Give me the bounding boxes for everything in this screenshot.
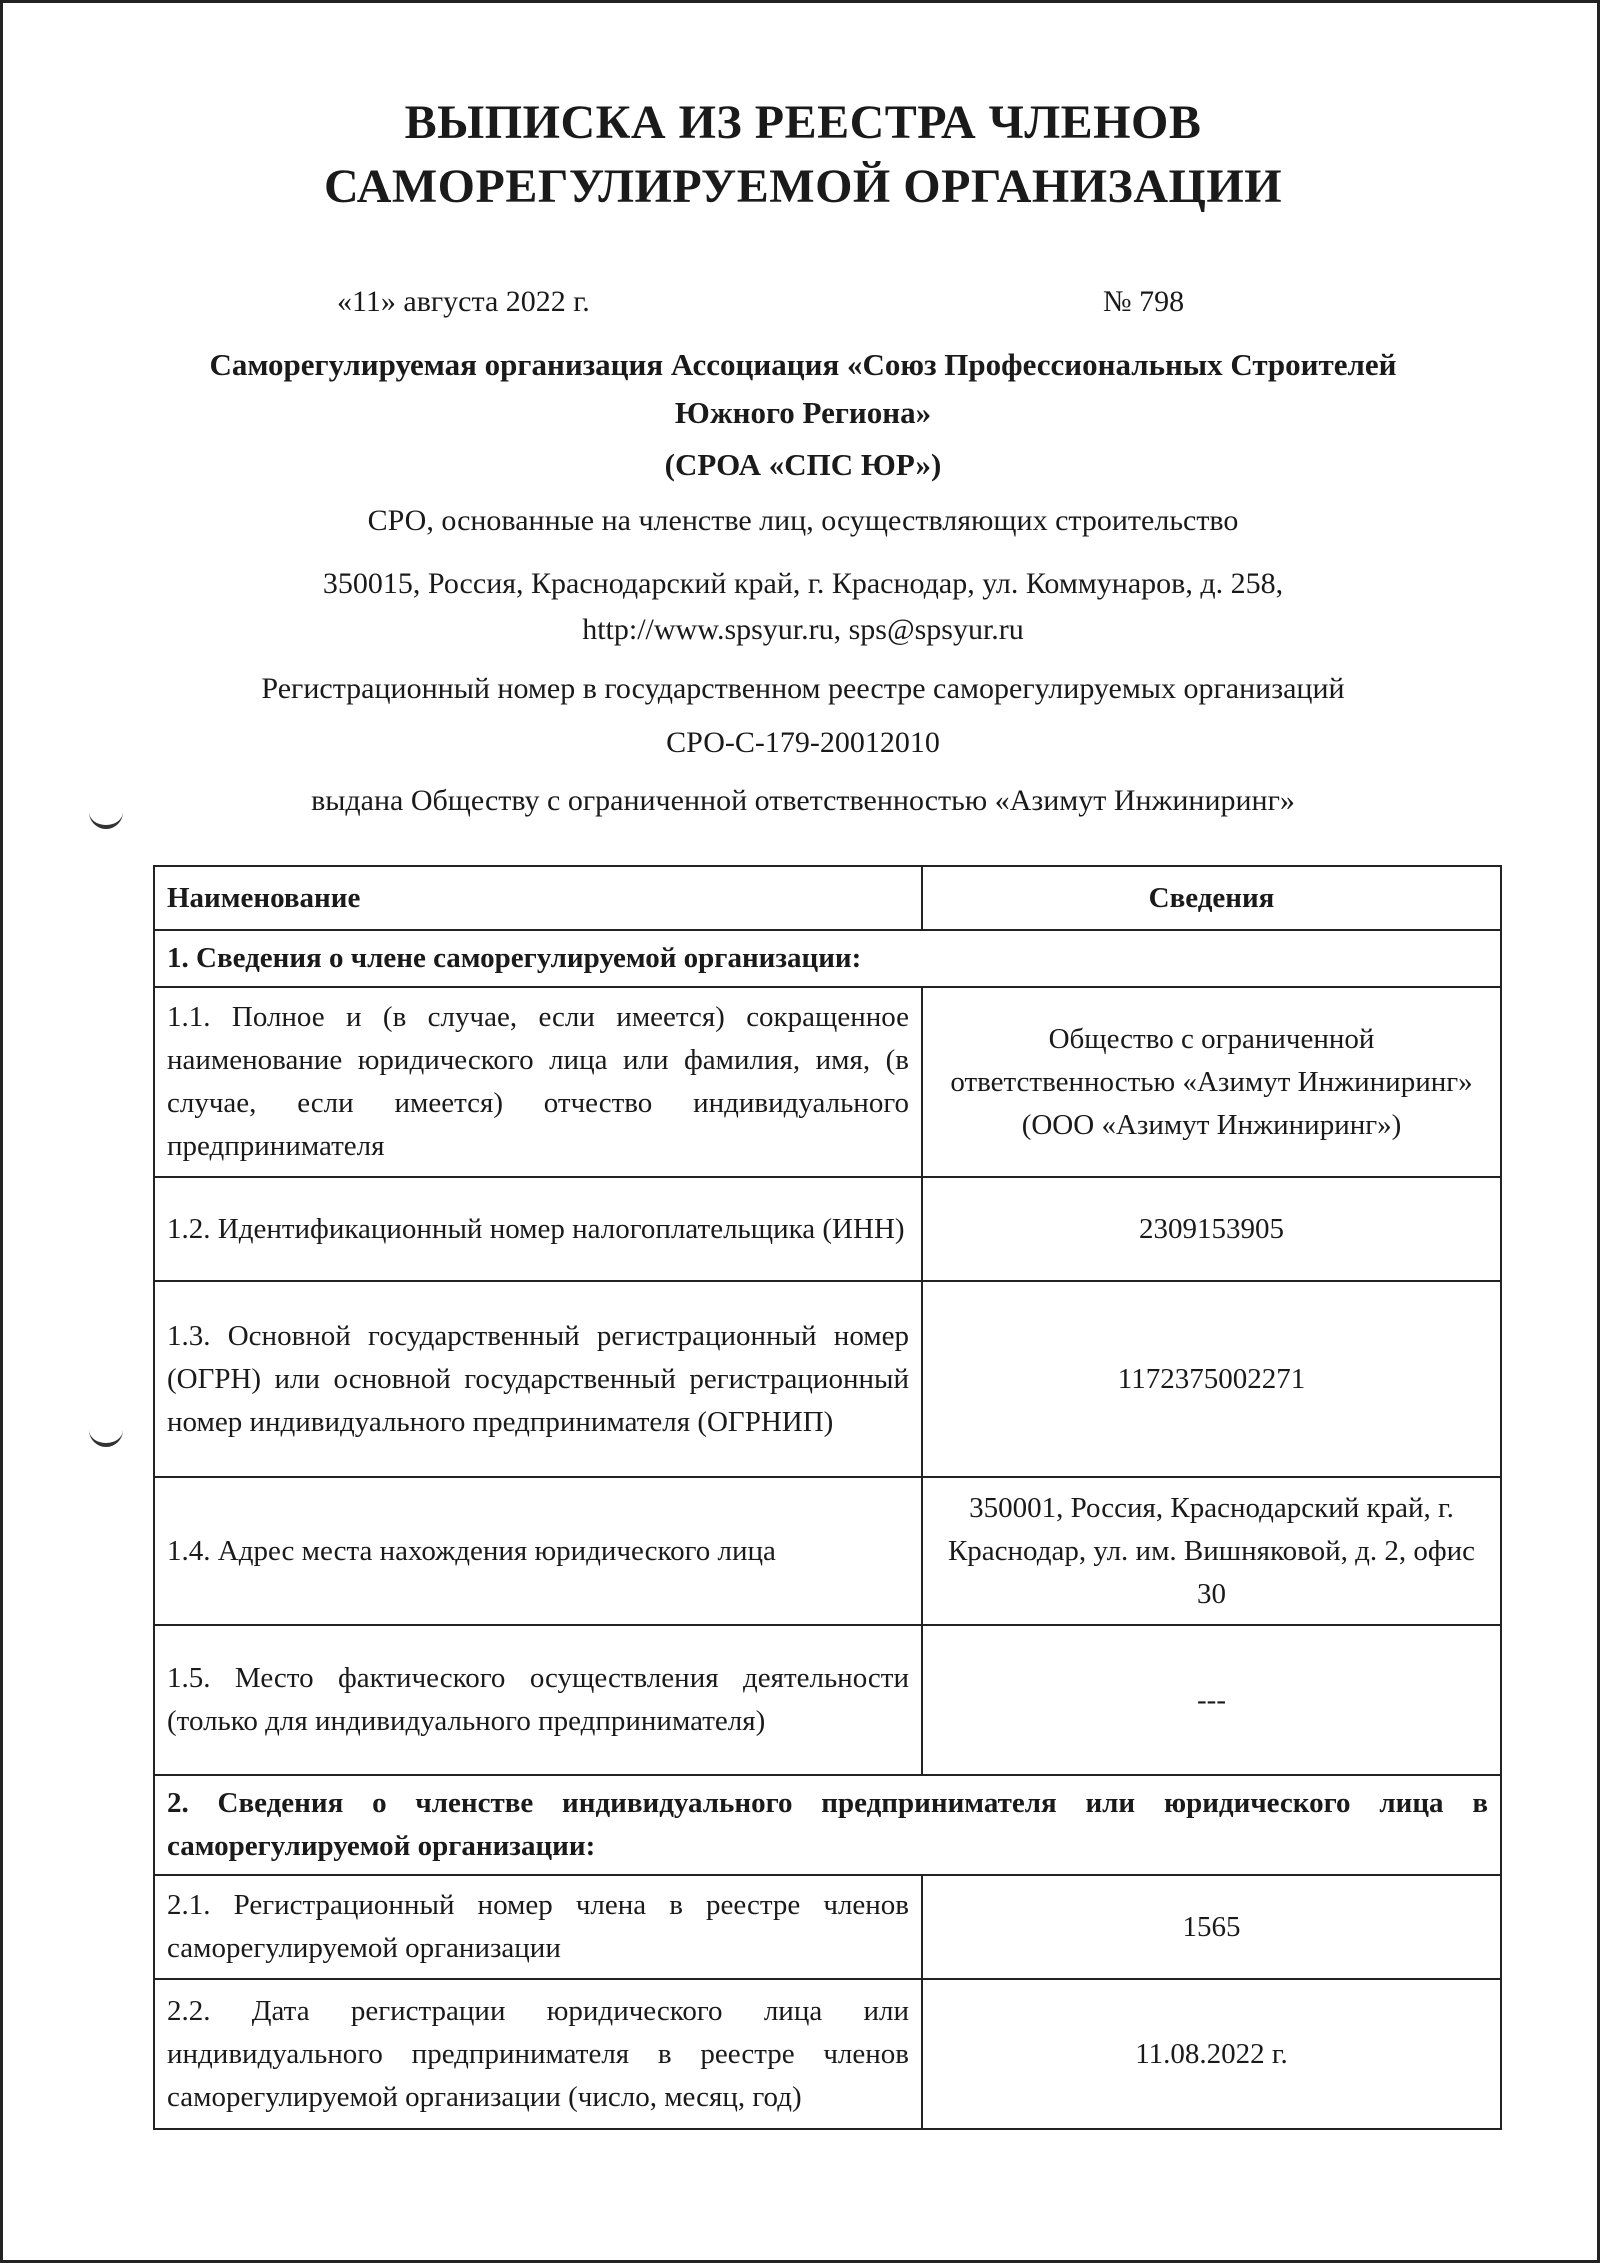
- table-row: [154, 1477, 1501, 1625]
- section-title-2: 2. Сведения о членстве индивидуального предпринимателя или юридического лица в саморегулируемой организации:: [154, 1775, 1501, 1875]
- organization-contacts: http://www.spsyur.ru, sps@spsyur.ru: [582, 613, 1024, 646]
- table-row: [154, 1177, 1501, 1281]
- header-name: Наименование: [154, 866, 922, 930]
- organization-short-name: (СРОА «СПС ЮР»): [664, 447, 942, 482]
- row-label: 1.5. Место фактического осуществления деятельности (только для индивидуального предпринимателя): [154, 1625, 922, 1775]
- row-value: 1172375002271: [922, 1281, 1501, 1477]
- row-label: 2.2. Дата регистрации юридического лица или индивидуального предпринимателя в реестре членов саморегулируемой организации (число, месяц, год): [154, 1979, 922, 2129]
- header-info: Сведения: [922, 866, 1501, 930]
- table-row: [154, 1875, 1501, 1979]
- row-label: 2.1. Регистрационный номер члена в реестре членов саморегулируемой организации: [154, 1875, 922, 1979]
- section-row: [154, 930, 1501, 987]
- row-value: 11.08.2022 г.: [922, 1979, 1501, 2129]
- table-header-row: [154, 866, 1501, 930]
- registry-number: СРО-С-179-20012010: [666, 726, 940, 759]
- row-label: 1.2. Идентификационный номер налогоплательщика (ИНН): [154, 1177, 922, 1281]
- table-row: [154, 1281, 1501, 1477]
- row-label: 1.4. Адрес места нахождения юридического лица: [154, 1477, 922, 1625]
- registry-label: Регистрационный номер в государственном реестре саморегулируемых организаций: [261, 672, 1345, 705]
- organization-address: 350015, Россия, Краснодарский край, г. Краснодар, ул. Коммунаров, д. 258,: [322, 567, 1284, 600]
- organization-name: Саморегулируемая организация Ассоциация «Союз Профессиональных Строителей Южного Региона»: [209, 347, 1397, 430]
- table-row: [154, 1979, 1501, 2129]
- issued-to: выдана Обществу с ограниченной ответственностью «Азимут Инжиниринг»: [311, 784, 1295, 817]
- document-title: ВЫПИСКА ИЗ РЕЕСТРА ЧЛЕНОВ САМОРЕГУЛИРУЕМОЙ ОРГАНИЗАЦИИ: [323, 96, 1283, 213]
- row-label: 1.1. Полное и (в случае, если имеется) сокращенное наименование юридического лица или фамилия, имя, (в случае, если имеется) отчество индивидуального предпринимателя: [154, 987, 922, 1177]
- row-value: 1565: [922, 1875, 1501, 1979]
- member-info-table: [153, 865, 1502, 2130]
- row-value: ---: [922, 1625, 1501, 1775]
- row-value: 2309153905: [922, 1177, 1501, 1281]
- row-value: Общество с ограниченной ответственностью «Азимут Инжиниринг» (ООО «Азимут Инжиниринг»): [922, 987, 1501, 1177]
- punch-hole-mark: [89, 803, 123, 829]
- organization-address-block: [153, 561, 1453, 653]
- organization-type: СРО, основанные на членстве лиц, осуществляющих строительство: [367, 504, 1239, 537]
- row-value: 350001, Россия, Краснодарский край, г. Краснодар, ул. им. Вишняковой, д. 2, офис 30: [922, 1477, 1501, 1625]
- section-row: [154, 1775, 1501, 1875]
- row-label: 1.3. Основной государственный регистрационный номер (ОГРН) или основной государственный регистрационный номер индивидуального предпринимателя (ОГРНИП): [154, 1281, 922, 1477]
- table-row: [154, 987, 1501, 1177]
- document-date: «11» августа 2022 г.: [337, 285, 590, 318]
- table-row: [154, 1625, 1501, 1775]
- document-number: № 798: [1103, 285, 1185, 318]
- section-title-1: 1. Сведения о члене саморегулируемой организации:: [154, 930, 1501, 987]
- punch-hole-mark: [89, 1421, 123, 1447]
